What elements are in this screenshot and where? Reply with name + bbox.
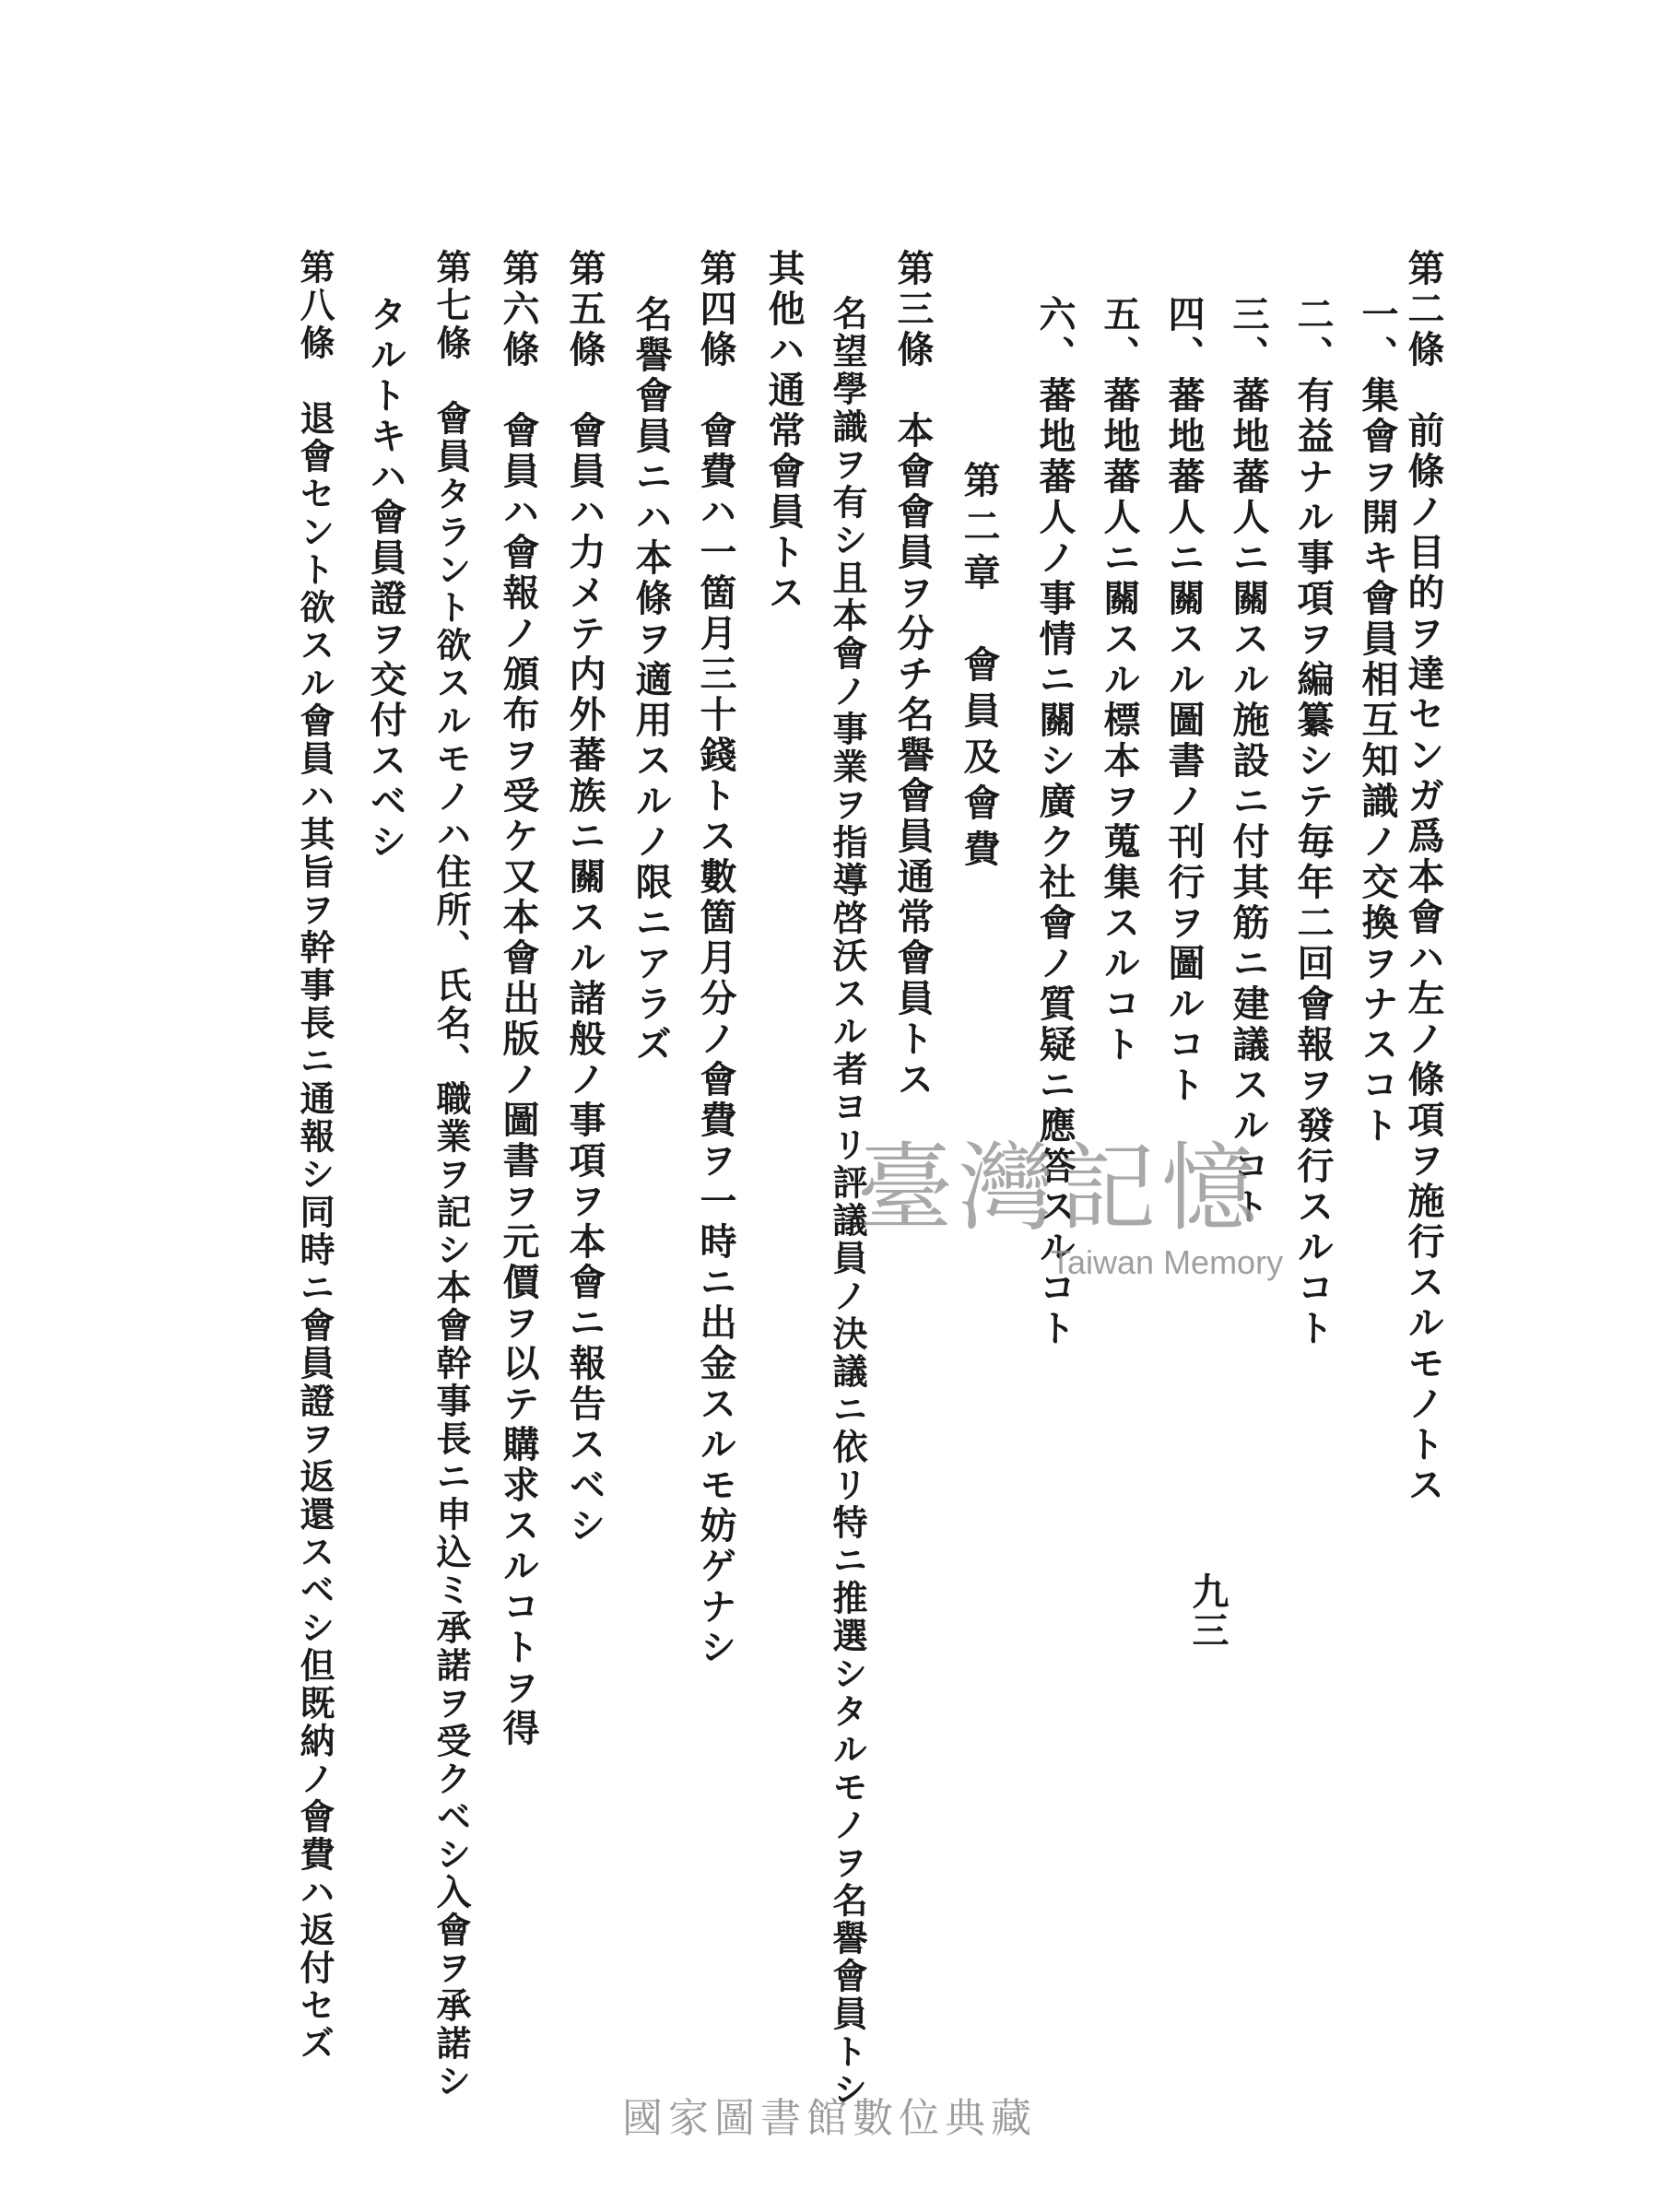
footer-text: 國家圖書館數位典藏	[622, 2095, 1037, 2142]
watermark-subtitle: Taiwan Memory	[1051, 1243, 1284, 1281]
text-column-article-3-end: 其他ハ通常會員トス	[762, 249, 806, 614]
watermark	[857, 1111, 1283, 1282]
text-column-item-5: 五、蕃地蕃人ニ關スル標本ヲ蒐集スルコト	[1098, 295, 1141, 1065]
text-column-article-7-cont: タルトキハ會員證ヲ交付スベシ	[364, 295, 407, 863]
text-column-article-5: 第五條 會員ハ力メテ内外蕃族ニ關スル諸般ノ事項ヲ本會ニ報告スベシ	[563, 249, 606, 1547]
page-number: 九三	[1186, 1572, 1230, 1650]
text-column-item-2: 二、有益ナル事項ヲ編纂シテ毎年二回會報ヲ發行スルコト	[1291, 295, 1335, 1349]
chapter-heading: 第二章 會員及會費	[958, 461, 1001, 876]
text-column-article-2: 第二條 前條ノ目的ヲ達センガ爲本會ハ左ノ條項ヲ施行スルモノトス	[1402, 249, 1445, 1506]
text-column-item-1: 一、集會ヲ開キ會員相互知識ノ交換ヲナスコト	[1356, 295, 1399, 1147]
text-column-article-3-cont: 名望學識ヲ有シ且本會ノ事業ヲ指導啓沃スル者ヨリ評議員ノ決議ニ依リ特ニ推選シタルモノヲ名譽會員トシ	[827, 295, 868, 2109]
text-column-item-6: 六、蕃地蕃人ノ事情ニ關シ廣ク社會ノ質疑ニ應答スルコト	[1033, 295, 1077, 1349]
text-column-article-3: 第三條 本會會員ヲ分チ名譽會員通常會員トス	[891, 249, 935, 1100]
text-column-item-3: 三、蕃地蕃人ニ關スル施設ニ付其筋ニ建議スルコト	[1227, 295, 1270, 1228]
text-column-article-6: 第六條 會員ハ會報ノ頒布ヲ受ケ又本會出版ノ圖書ヲ元價ヲ以テ購求スルコトヲ得	[497, 249, 540, 1749]
text-column-item-4: 四、蕃地蕃人ニ關スル圖書ノ刊行ヲ圖ルコト	[1162, 295, 1206, 1106]
text-column-article-7: 第七條 會員タラント欲スルモノハ住所、氏名、職業ヲ記シ本會幹事長ニ申込ミ承諾ヲ受クベシ入會ヲ承諾シ	[430, 249, 472, 2100]
text-column-article-4-cont: 名譽會員ニハ本條ヲ適用スルノ限ニアラズ	[629, 295, 673, 1065]
watermark-title: 臺灣記憶	[857, 1132, 1264, 1244]
text-column-article-4: 第四條 會費ハ一箇月三十錢トス數箇月分ノ會費ヲ一時ニ出金スルモ妨ゲナシ	[694, 249, 737, 1668]
text-column-article-8: 第八條 退會セント欲スル會員ハ其旨ヲ幹事長ニ通報シ同時ニ會員證ヲ返還スベシ但既納ノ會費ハ返付セズ	[294, 249, 335, 2063]
